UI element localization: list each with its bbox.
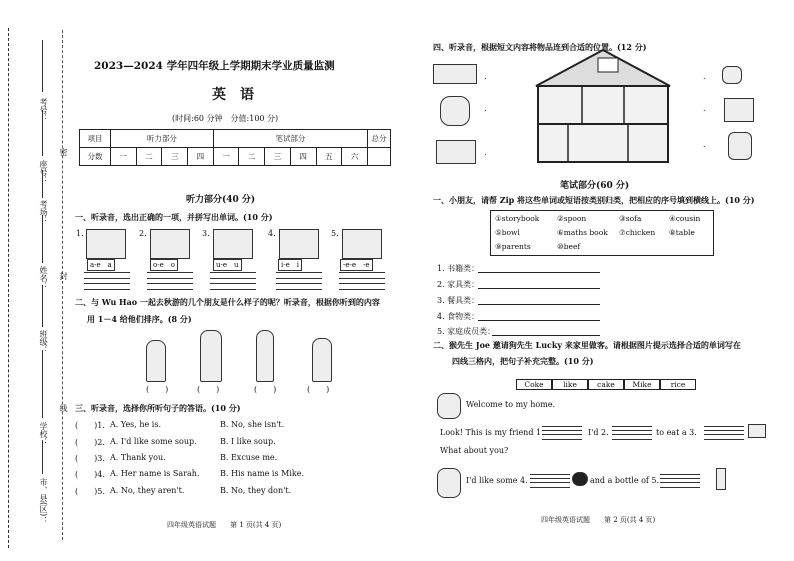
writing-q1-title: 一、小朋友，请帮 Zip 将这些单词或短语按类别归类，把相应的序号填到横线上。(10 分) xyxy=(433,195,755,205)
dialog-like-some: I'd like some 4. xyxy=(466,476,528,485)
word-item: ⑥maths book xyxy=(557,228,608,237)
q3-prefix[interactable]: ( )2. xyxy=(75,438,105,447)
score-col: 一 xyxy=(213,148,239,166)
cake-image xyxy=(748,424,766,438)
category-label: 5. 家庭成员类： xyxy=(437,327,496,336)
bank-word: rice xyxy=(660,379,696,390)
q1-choice[interactable]: -e-e -e xyxy=(340,259,373,271)
man-face-image xyxy=(342,229,382,259)
backpack-image xyxy=(728,132,752,160)
score-col: 六 xyxy=(342,148,368,166)
word-item: ⑦chicken xyxy=(619,228,656,237)
sofa-image xyxy=(436,140,476,164)
house-drawing xyxy=(528,46,678,166)
seal-char-mi: 密 xyxy=(59,148,68,156)
field-exam-room: 考场： xyxy=(39,200,48,224)
q2-bracket[interactable]: ( ) xyxy=(146,385,169,394)
score-col: 四 xyxy=(188,148,214,166)
score-total-cell[interactable] xyxy=(368,148,391,166)
score-head-listening: 听力部分 xyxy=(111,130,214,148)
q3-option-b: B. Excuse me. xyxy=(220,453,278,462)
q3-option-a: A. Yes, he is. xyxy=(110,420,162,429)
table-image xyxy=(724,98,754,122)
score-row-label: 分数 xyxy=(80,148,111,166)
q1-choice[interactable]: u-e u xyxy=(213,259,242,271)
q1-choice[interactable]: i-e i xyxy=(278,259,302,271)
bank-word: Mike xyxy=(624,379,660,390)
footer-right: 四年级英语试题 第 2 页(共 4 页) xyxy=(541,516,656,524)
score-col: 四 xyxy=(290,148,316,166)
listening-q3-title: 三、听录音，选择你所听句子的答语。(10 分) xyxy=(75,403,241,413)
dialog-bottle: and a bottle of 5. xyxy=(590,476,660,485)
tall-boy-figure-image xyxy=(200,330,222,382)
bank-word: like xyxy=(552,379,588,390)
field-school: 学校： xyxy=(39,422,48,446)
dot-marker[interactable]: . xyxy=(703,140,706,149)
score-head-total: 总分 xyxy=(368,130,391,148)
q1-writing-lines[interactable] xyxy=(84,272,130,290)
subject-title: 英 语 xyxy=(212,87,254,103)
kite-image xyxy=(279,229,319,259)
listening-heading: 听力部分(40 分) xyxy=(186,195,256,205)
boy-face-image xyxy=(86,229,126,259)
q3-prefix[interactable]: ( )4. xyxy=(75,470,105,479)
q3-option-a: A. Her name is Sarah. xyxy=(110,469,200,478)
q1-choice[interactable]: o-e o xyxy=(150,259,178,271)
flute-image xyxy=(213,229,253,259)
q3-option-b: B. No, they don't. xyxy=(220,486,292,495)
field-exam-number: 考号： xyxy=(39,98,48,122)
coke-bottle-image xyxy=(716,468,726,490)
books-image xyxy=(433,64,477,84)
dot-marker[interactable]: . xyxy=(484,148,487,157)
word-item: ⑧table xyxy=(669,228,695,237)
score-col: 五 xyxy=(316,148,342,166)
q1-writing-lines[interactable] xyxy=(147,272,193,290)
word-item: ⑨parents xyxy=(495,242,531,251)
dialog-what-about: What about you? xyxy=(440,446,509,455)
listening-q2-title: 二、与 Wu Hao 一起去秋游的几个朋友是什么样子的呢？听录音，根据你听到的内容 xyxy=(75,297,380,307)
dialog-look: Look! This is my friend 1. xyxy=(440,428,544,437)
field-seat-number: 座号： xyxy=(39,160,48,184)
field-name: 姓名： xyxy=(39,266,48,290)
exam-title: 2023—2024 学年四年级上学期期末学业质量监测 xyxy=(94,60,335,72)
category-answer-line[interactable] xyxy=(478,320,600,321)
score-col: 二 xyxy=(136,148,162,166)
monkey-image xyxy=(437,393,461,419)
word-box xyxy=(490,210,714,256)
word-bank xyxy=(516,372,696,391)
answer-lines-4[interactable] xyxy=(530,474,570,488)
answer-lines-2[interactable] xyxy=(612,426,652,440)
time-note: (时间:60 分钟 分值:100 分) xyxy=(172,114,279,123)
q3-option-b: B. I like soup. xyxy=(220,437,276,446)
q1-writing-lines[interactable] xyxy=(276,272,322,290)
q3-prefix[interactable]: ( )1. xyxy=(75,421,105,430)
dot-marker[interactable]: . xyxy=(484,104,487,113)
word-item: ③sofa xyxy=(619,214,642,223)
teddy-bear-image xyxy=(440,96,470,126)
word-item: ⑩beef xyxy=(557,242,581,251)
field-class: 班级： xyxy=(39,330,48,354)
word-item: ②spoon xyxy=(557,214,587,223)
q1-num: 1. xyxy=(76,229,84,238)
writing-q2-title: 二、猴先生 Joe 邀请狗先生 Lucky 来家里做客。请根据图片提示选择合适的单词写在 xyxy=(433,340,741,350)
q3-option-a: A. Thank you. xyxy=(110,453,166,462)
q2-bracket[interactable]: ( ) xyxy=(307,385,330,394)
writing-q2-title-2: 四线三格内，把句子补充完整。(10 分) xyxy=(452,356,594,366)
score-head-item: 项目 xyxy=(80,130,111,148)
dot-marker[interactable]: . xyxy=(484,72,487,81)
category-answer-line[interactable] xyxy=(492,335,600,336)
score-table xyxy=(79,129,391,166)
thin-girl-figure-image xyxy=(256,330,274,382)
q3-option-a: A. No, they aren't. xyxy=(110,486,185,495)
footer-left: 四年级英语试题 第 1 页(共 4 页) xyxy=(167,521,282,529)
q1-choice[interactable]: a-e a xyxy=(87,259,115,271)
q1-writing-lines[interactable] xyxy=(210,272,256,290)
category-label: 4. 食物类： xyxy=(437,312,480,321)
bowl-image xyxy=(722,66,742,84)
girl-figure-image xyxy=(146,340,166,382)
q3-option-b: B. No, she isn't. xyxy=(220,420,285,429)
dot-marker[interactable]: . xyxy=(703,72,706,81)
q2-bracket[interactable]: ( ) xyxy=(254,385,277,394)
field-city: 市、县(区)： xyxy=(39,478,48,525)
answer-lines-1[interactable] xyxy=(542,426,582,440)
q3-option-b: B. His name is Mike. xyxy=(220,469,305,478)
q1-num: 2. xyxy=(139,229,147,238)
rice-bowl-image xyxy=(572,472,588,486)
category-answer-line[interactable] xyxy=(478,272,600,273)
word-item: ⑤bowl xyxy=(495,228,520,237)
score-head-writing: 笔试部分 xyxy=(213,130,367,148)
category-answer-line[interactable] xyxy=(478,304,600,305)
score-col: 一 xyxy=(111,148,137,166)
category-label: 1. 书籍类： xyxy=(437,264,480,273)
listening-q1-title: 一、听录音，选出正确的一项，并拼写出单词。(10 分) xyxy=(75,212,273,222)
answer-lines-5[interactable] xyxy=(660,474,700,488)
writing-heading: 笔试部分(60 分) xyxy=(560,181,630,191)
dog-character-image xyxy=(437,468,461,498)
seal-char-feng: 封 xyxy=(59,272,68,280)
score-col: 三 xyxy=(162,148,188,166)
dialog-welcome: Welcome to my home. xyxy=(466,400,556,409)
listening-q4-title: 四、听录音，根据短文内容将物品连到合适的位置。(12 分) xyxy=(433,42,647,52)
category-label: 2. 家具类： xyxy=(437,280,480,289)
dialog-eat: to eat a 3. xyxy=(656,428,697,437)
q3-prefix[interactable]: ( )3. xyxy=(75,454,105,463)
word-item: ①storybook xyxy=(495,214,540,223)
dog-image xyxy=(150,229,190,259)
q2-bracket[interactable]: ( ) xyxy=(197,385,220,394)
score-col: 二 xyxy=(239,148,265,166)
q1-num: 5. xyxy=(331,229,339,238)
seal-char-xian: 线 xyxy=(59,404,68,412)
listening-q2-title-2: 用 1－4 给他们排序。(8 分) xyxy=(87,314,192,324)
bank-word: cake xyxy=(588,379,624,390)
dot-marker[interactable]: . xyxy=(703,104,706,113)
score-col: 三 xyxy=(265,148,291,166)
short-boy-figure-image xyxy=(312,338,332,382)
category-answer-line[interactable] xyxy=(478,288,600,289)
category-label: 3. 餐具类： xyxy=(437,296,480,305)
bank-word: Coke xyxy=(516,379,552,390)
dialog-id2: I'd 2. xyxy=(588,428,609,437)
q3-prefix[interactable]: ( )5. xyxy=(75,487,105,496)
word-item: ④cousin xyxy=(669,214,701,223)
q1-writing-lines[interactable] xyxy=(339,272,385,290)
q1-num: 3. xyxy=(202,229,210,238)
q1-num: 4. xyxy=(268,229,276,238)
answer-lines-3[interactable] xyxy=(704,426,744,440)
q3-option-a: A. I'd like some soup. xyxy=(110,437,197,446)
